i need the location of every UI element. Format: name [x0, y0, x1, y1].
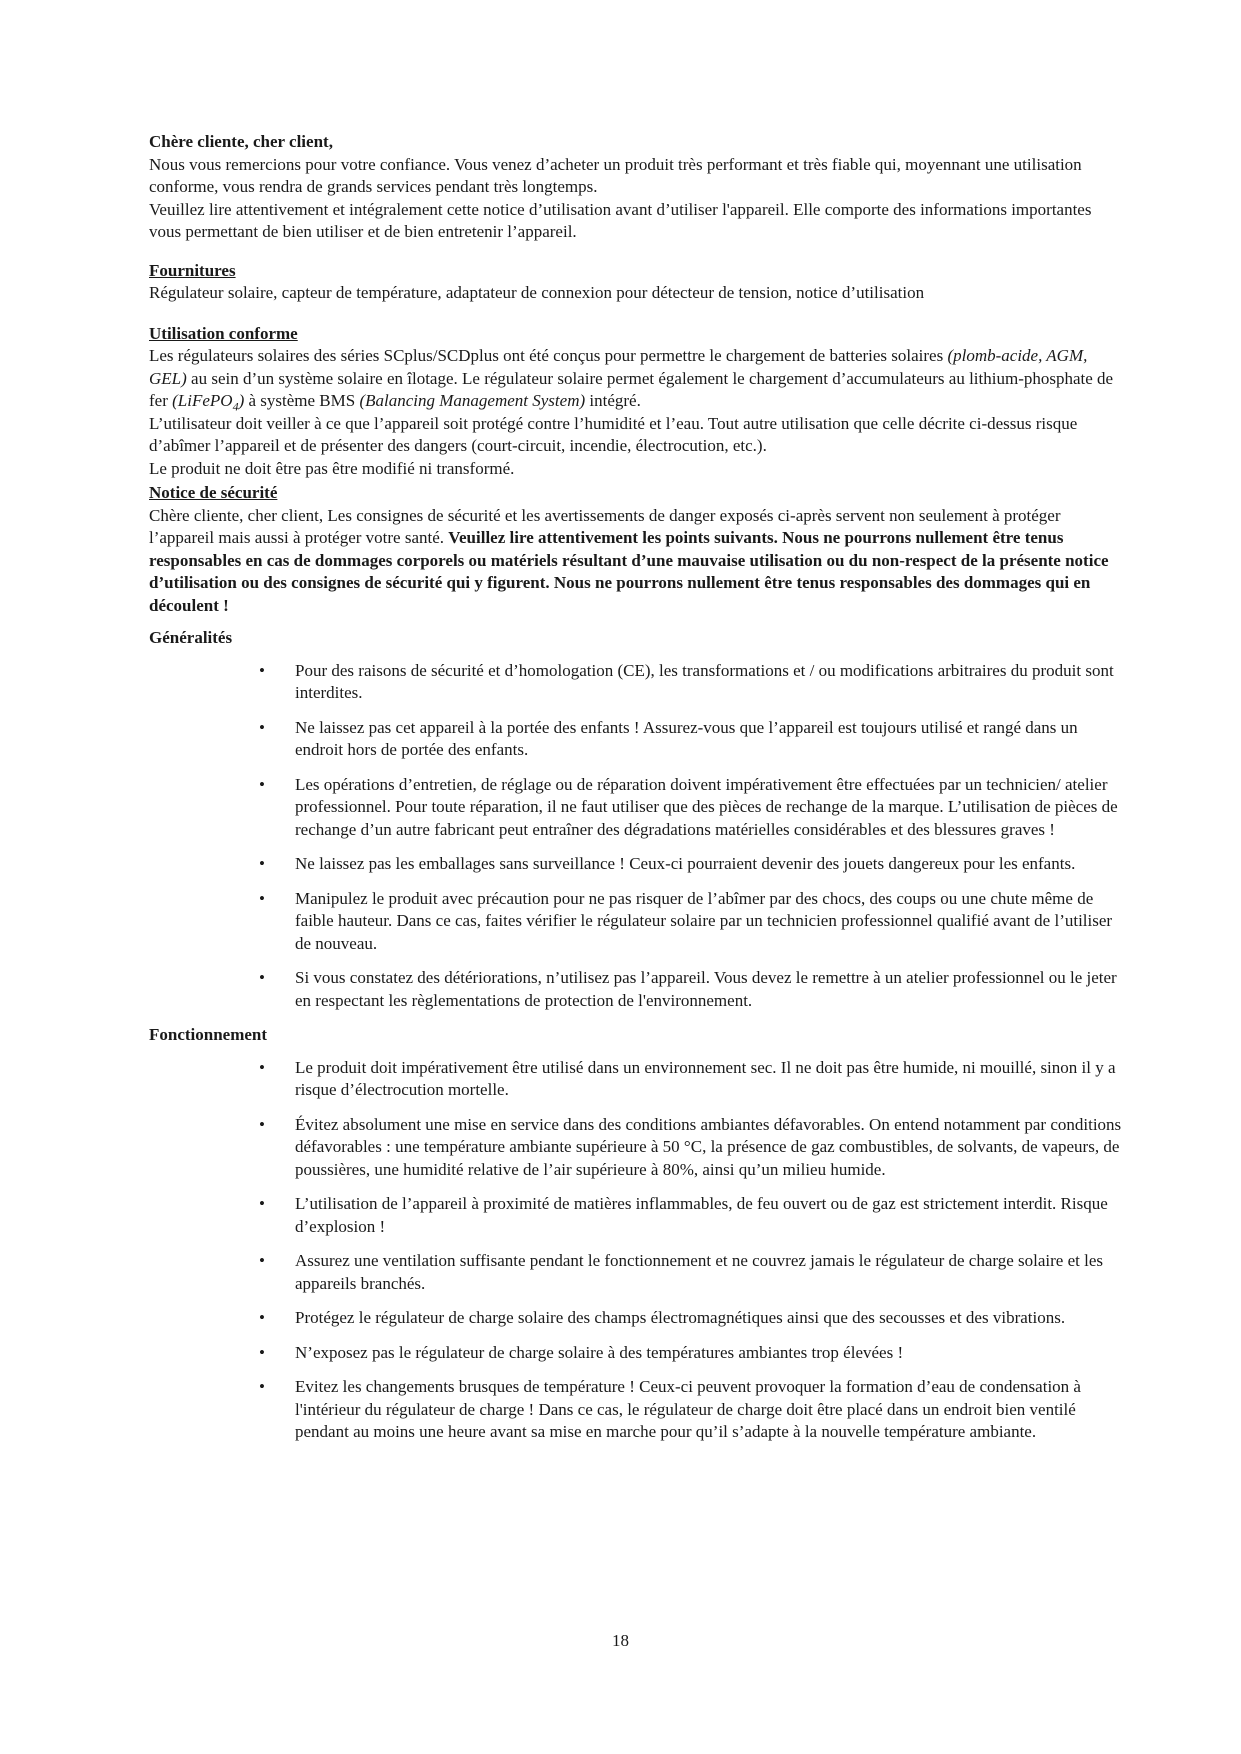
utilisation-heading: Utilisation conforme [149, 323, 298, 343]
intro-paragraph-1: Nous vous remercions pour votre confiance. Vous venez d’acheter un produit très performant et très fiable qui, moyennant une utilisation conforme, vous rendra de grands services pendant très longtemps. [149, 154, 1082, 196]
list-item: • Evitez les changements brusques de température ! Ceux-ci peuvent provoquer la formation d’eau de condensation à l'intérieur du régulateur de charge ! Dans ce cas, le régulateur de charge doit être placé dans un endroit bien ventilé pendant au moins une heure avant sa mise en marche pour qu’il s’adapte à la nouvelle température ambiante. [259, 1377, 1081, 1441]
list-item: • Manipulez le produit avec précaution pour ne pas risquer de l’abîmer par des chocs, des coups ou une chute même de faible hauteur. Dans ce cas, faites vérifier le régulateur solaire par un technicien professionnel qualifié avant de l’utiliser de nouveau. [259, 888, 1113, 953]
generalites-heading: Généralités [149, 628, 233, 647]
bullet-icon: • [259, 1342, 265, 1362]
list-item: • Évitez absolument une mise en service dans des conditions ambiantes défavorables. On entend notamment par conditions défavorables : une température ambiante supérieure à 50 °C, la présence de gaz combustibles, de solvants, de vapeurs, de poussières, une humidité relative de l’air supérieure à 80%, ainsi qu’un milieu humide. [259, 1114, 1122, 1179]
intro-paragraph-2: Veuillez lire attentivement et intégralement cette notice d’utilisation avant d’utiliser l'appareil. Elle comporte des informations importantes vous permettant de bien utiliser et de bien entretenir l’appareil. [149, 199, 1092, 241]
list-item: • Ne laissez pas les emballages sans surveillance ! Ceux-ci pourraient devenir des jouets dangereux pour les enfants. [149, 853, 1124, 876]
bullet-icon: • [259, 660, 265, 680]
list-item: • Pour des raisons de sécurité et d’homologation (CE), les transformations et / ou modifications arbitraires du produit sont interdites. [259, 660, 1114, 702]
securite-heading: Notice de sécurité [149, 483, 278, 502]
fonctionnement-heading: Fonctionnement [149, 1025, 268, 1044]
utilisation-paragraph-1 [149, 345, 1124, 413]
securite-warning: Veuillez lire attentivement les points suivants. Nous ne pourrons nullement être tenus responsables en cas de dommages corporels ou matériels résultant d’une mauvaise utilisation ou du non-respect de la présente notice d’utilisation ou des consignes de sécurité qui y figurent. Nous ne pourrons nullement être tenus responsables des dommages qui en découlent ! [149, 528, 1109, 615]
utilisation-paragraph-2: L’utilisateur doit veiller à ce que l’appareil soit protégé contre l’humidité et l’eau. Tout autre utilisation que celle décrite ci-dessus risque d’abîmer l’appareil et de présenter des dangers (court-circuit, incendie, électrocution, etc.). [149, 413, 1078, 455]
bullet-icon: • [259, 1308, 265, 1327]
lifepo-label: (LiFePO$_4$) [172, 391, 245, 414]
bullet-icon: • [259, 888, 265, 908]
bullet-icon: • [259, 1114, 265, 1134]
bullet-icon: • [259, 1194, 265, 1213]
list-item: • Les opérations d’entretien, de réglage ou de réparation doivent impérativement être effectuées par un technicien/ atelier professionnel. Pour toute réparation, il ne faut utiliser que des pièces de rechange de la marque. L’utilisation de pièces de rechange d’un autre fabricant peut entraîner des dégradations matérielles considérables et des blessures graves ! [259, 774, 1118, 839]
utilisation-text-f: à système BMS [244, 391, 360, 410]
greeting-heading: Chère cliente, cher client, [149, 132, 333, 151]
fournitures-heading: Fournitures [149, 260, 236, 280]
battery-types: (plomb-acide, AGM, GEL) [149, 346, 1088, 388]
list-item: • Assurez une ventilation suffisante pendant le fonctionnement et ne couvrez jamais le régulateur de charge solaire et les appareils branchés. [259, 1251, 1103, 1293]
bullet-icon: • [259, 1057, 265, 1077]
utilisation-text-h: intégré. [585, 391, 641, 410]
bullet-icon: • [259, 717, 265, 737]
generalites-list [149, 660, 1124, 1013]
bms-label: (Balancing Management System) [359, 391, 586, 410]
list-item: • N’exposez pas le régulateur de charge solaire à des températures ambiantes trop élevées ! [149, 1342, 1124, 1365]
fonctionnement-list [149, 1057, 1124, 1444]
document-page [149, 131, 1124, 1456]
utilisation-text-a: Les régulateurs solaires des séries SCplus/SCDplus ont été conçus pour permettre le chargement de batteries solaires [149, 346, 948, 365]
bullet-icon: • [259, 1377, 265, 1396]
bullet-icon: • [259, 774, 265, 794]
fournitures-text: Régulateur solaire, capteur de température, adaptateur de connexion pour détecteur de tension, notice d’utilisation [149, 283, 925, 302]
securite-text: Chère cliente, cher client, Les consignes de sécurité et les avertissements de danger exposés ci-après servent non seulement à protéger l’appareil mais aussi à protéger votre santé. [149, 505, 1061, 547]
list-item: • Le produit doit impérativement être utilisé dans un environnement sec. Il ne doit pas être humide, ni mouillé, sinon il y a risque d’électrocution mortelle. [259, 1057, 1116, 1099]
list-item: • Ne laissez pas cet appareil à la portée des enfants ! Assurez-vous que l’appareil est toujours utilisé et rangé dans un endroit hors de portée des enfants. [259, 717, 1078, 759]
bullet-icon: • [259, 854, 265, 873]
utilisation-paragraph-3: Le produit ne doit être pas être modifié ni transformé. [149, 458, 515, 478]
list-item: • L’utilisation de l’appareil à proximité de matières inflammables, de feu ouvert ou de gaz est strictement interdit. Risque d’explosion ! [259, 1194, 1108, 1236]
page-number: 18 [612, 1631, 629, 1650]
bullet-icon: • [259, 968, 265, 987]
list-item: • Si vous constatez des détériorations, n’utilisez pas l’appareil. Vous devez le remettre à un atelier professionnel ou le jeter en respectant les règlementations de protection de l'environnement. [259, 968, 1117, 1010]
securite-paragraph [149, 505, 1124, 618]
utilisation-text-c: au sein d’un système solaire en îlotage. Le régulateur solaire permet également le chargement d’accumulateurs au lithium-phosphate de fer [149, 368, 1114, 410]
bullet-icon: • [259, 1251, 265, 1270]
list-item: • Protégez le régulateur de charge solaire des champs électromagnétiques ainsi que des secousses et des vibrations. [149, 1307, 1124, 1330]
